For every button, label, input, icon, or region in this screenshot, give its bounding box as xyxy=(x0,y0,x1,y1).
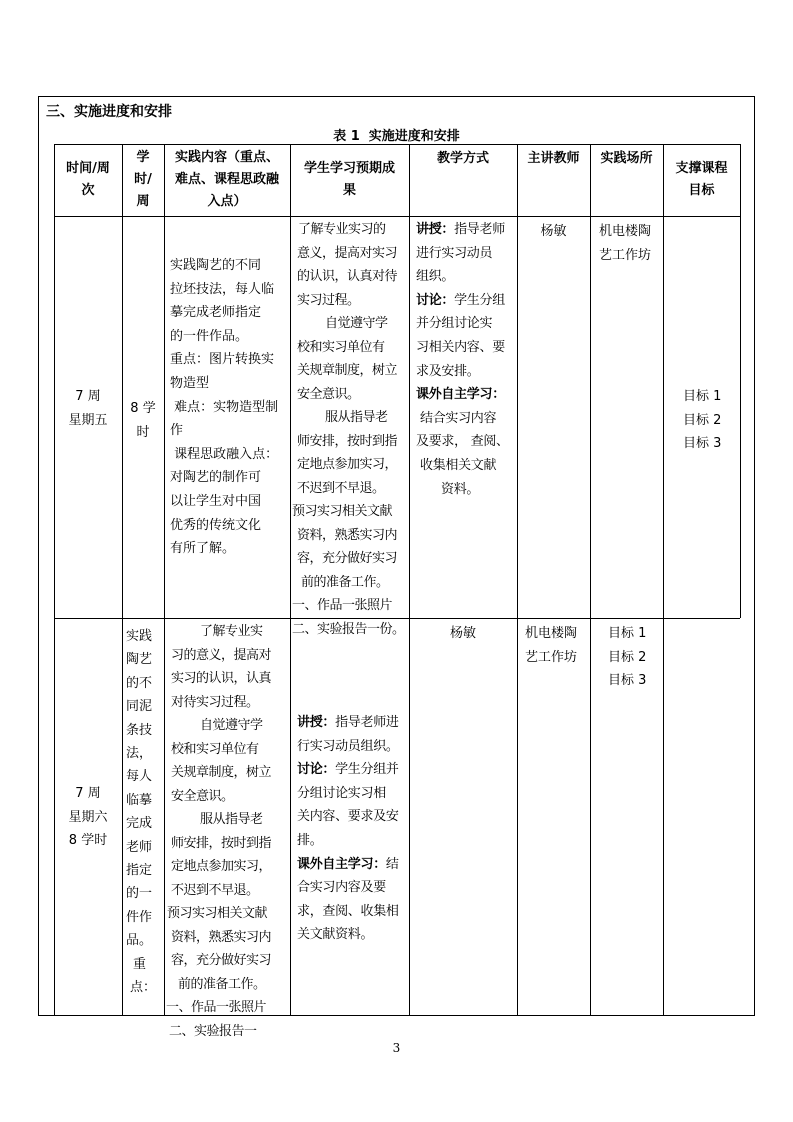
table-caption: 表 1 实施进度和安排 xyxy=(333,129,460,144)
row1-targets: 目标 1 目标 2 目标 3 xyxy=(683,389,722,451)
row2-content: 了解专业实 习的意义，提高对 实习的认识，认真 对待实习过程。 自觉遵守学 校和实习单位有 关规章制度，树立 安全意识。 服从指导老 师安排，按时到指 定地点参加实习， 不迟到不早退。 预习实习相关文献 资料，熟悉实习内 容，充分做好实习 前的准备工作。 一、作品一张照片 二、实验报告一 xyxy=(166,624,272,1039)
row2-targets: 目标 1 目标 2 目标 3 xyxy=(608,626,647,688)
row2-method: 讲授：指导老师进 行实习动员组织。 讨论：学生分组并 分组讨论实习相 关内容、要求及安 排。 课外自主学习：结 合实习内容及要 求，查阅、收集相 关文献资料。 xyxy=(297,715,399,943)
row2-time: 7 周 星期六 8 学时 xyxy=(68,786,108,848)
page-number: 3 xyxy=(392,1041,401,1055)
header-teacher: 主讲教师 xyxy=(527,151,580,166)
header-content: 实践内容（重点、 难点、课程思政融 入点） xyxy=(174,150,279,209)
header-outcome: 学生学习预期成 果 xyxy=(303,161,395,198)
row1-content: 实践陶艺的不同 拉坯技法，每人临 摹完成老师指定 的一件作品。 重点：图片转换实 物造型 难点：实物造型制 作 课程思政融入点： 对陶艺的制作可 以让学生对中国 优秀的传统文化 有所了解。 xyxy=(170,258,279,557)
row2-hours: 实践 陶艺 的不 同泥 条技 法， 每人 临摹 完成 老师 指定 的一 件作 品。 重 点： xyxy=(126,629,157,996)
row1-outcome: 了解专业实习的 意义，提高对实习 的认识，认真对待 实习过程。 自觉遵守学 校和实习单位有 关规章制度，树立 安全意识。 服从指导老 师安排，按时到指 定地点参加实习， 不迟到不早退。 预习实习相关文献 资料，熟悉实习内 容，充分做好实习 前的准备工作。 一、作品一张照片 二、实验报告一份。 xyxy=(292,222,405,637)
row1-teacher: 杨敏 xyxy=(540,224,567,239)
header-hours: 学 时/ 周 xyxy=(134,150,152,209)
row1-method: 讲授：指导老师 进行实习动员 组织。 讨论：学生分组 并分组讨论实 习相关内容、要 求及安排。 课外自主学习： 结合实习内容 及要求， 查阅、 收集相关文献 资料。 xyxy=(416,222,509,497)
header-location: 实践场所 xyxy=(600,151,653,166)
header-target: 支撑课程 目标 xyxy=(675,161,728,198)
row1-time: 7 周 星期五 xyxy=(68,389,108,428)
header-time: 时间/周 次 xyxy=(66,161,110,198)
row1-location: 机电楼陶 艺工作坊 xyxy=(599,224,652,263)
row2-teacher: 杨敏 xyxy=(449,626,476,641)
header-method: 教学方式 xyxy=(436,151,489,166)
section-title: 三、实施进度和安排 xyxy=(46,104,172,120)
row2-location: 机电楼陶 艺工作坊 xyxy=(525,626,578,665)
row1-hours: 8 学 时 xyxy=(130,401,156,440)
